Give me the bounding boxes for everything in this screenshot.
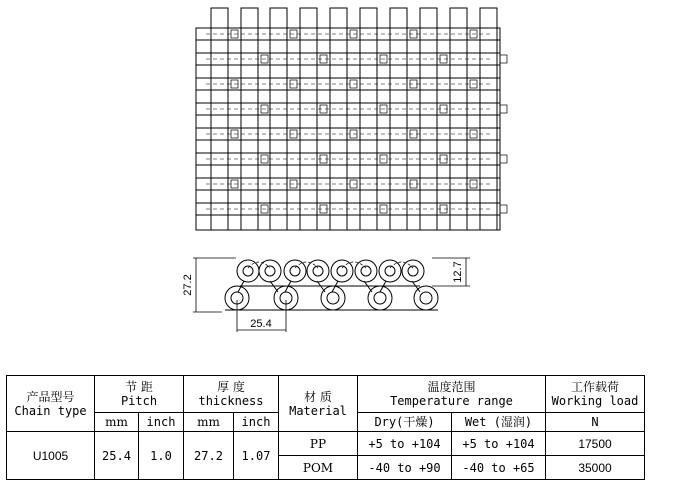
cell-load-pom: 35000 — [546, 456, 645, 480]
subheader-thickness-inch: inch — [234, 413, 279, 432]
subheader-pitch-inch: inch — [139, 413, 184, 432]
cell-material-pom: POM — [279, 456, 358, 480]
header-pitch: 节 距 Pitch — [95, 376, 184, 413]
subheader-pitch-mm: mm — [95, 413, 139, 432]
cell-wet-pom: -40 to +65 — [452, 456, 546, 480]
specification-table — [6, 375, 645, 480]
subheader-load-unit: N — [546, 413, 645, 432]
subheader-wet: Wet (湿润) — [452, 413, 546, 432]
cell-pitch-inch: 1.0 — [139, 432, 184, 480]
header-chain-type: 产品型号 Chain type — [7, 376, 95, 432]
header-temperature: 温度范围 Temperature range — [358, 376, 546, 413]
header-working-load: 工作载荷 Working load — [546, 376, 645, 413]
cell-dry-pom: -40 to +90 — [358, 456, 452, 480]
chain-top-view — [196, 8, 507, 230]
subheader-thickness-mm: mm — [184, 413, 234, 432]
dimension-height-label: 27.2 — [182, 274, 194, 296]
chain-side-view — [225, 260, 438, 310]
cell-chain-type: U1005 — [7, 432, 95, 480]
cell-load-pp: 17500 — [546, 432, 645, 456]
subheader-dry: Dry(干燥) — [358, 413, 452, 432]
cell-dry-pp: +5 to +104 — [358, 432, 452, 456]
cell-material-pp: PP — [279, 432, 358, 456]
dimension-thickness-label: 12.7 — [452, 261, 464, 283]
cell-thickness-mm: 27.2 — [184, 432, 234, 480]
dimension-pitch-label: 25.4 — [250, 318, 272, 330]
cell-wet-pp: +5 to +104 — [452, 432, 546, 456]
cell-pitch-mm: 25.4 — [95, 432, 139, 480]
header-thickness: 厚 度 thickness — [184, 376, 279, 413]
header-material: 材 质 Material — [279, 376, 358, 432]
cell-thickness-inch: 1.07 — [234, 432, 279, 480]
